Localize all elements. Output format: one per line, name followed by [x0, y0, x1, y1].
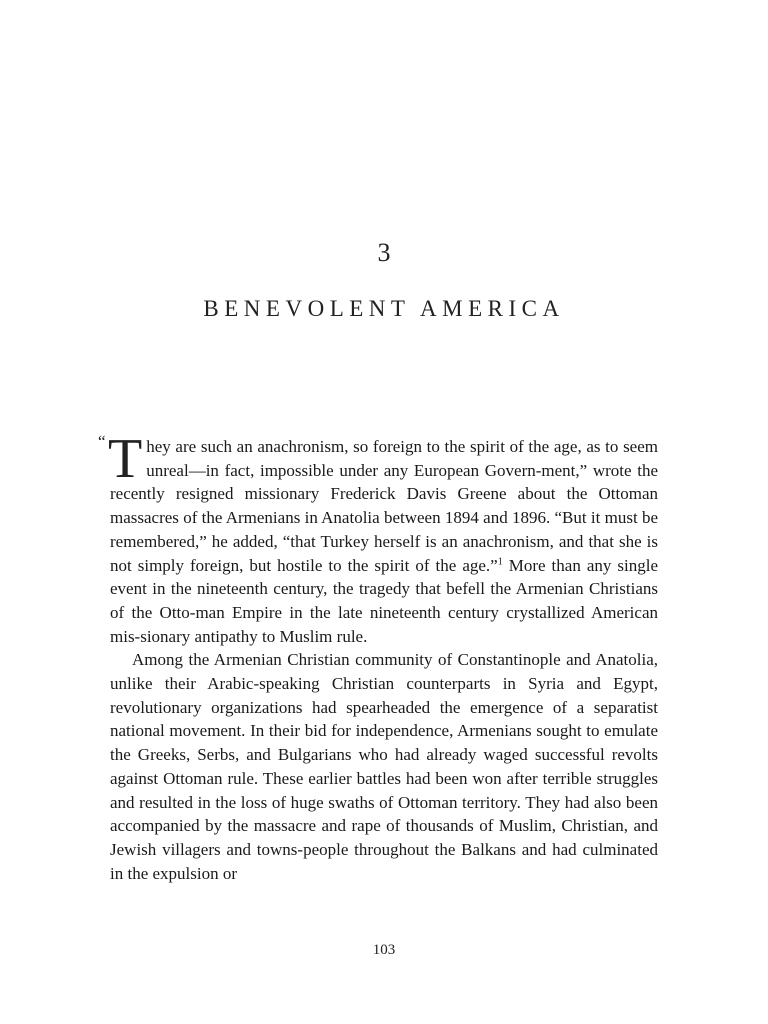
paragraph-1 [98, 428, 658, 648]
paragraph-1-text-b: More than any single event in the nineteenth century, the tragedy that befell the Armenian Christians of the Otto-man Empire in the late nineteenth century crystallized American mis-sionary antipathy to Muslim rule. [110, 555, 658, 646]
drop-cap: T [108, 428, 143, 490]
paragraph-1-text-a: hey are such an anachronism, so foreign to the spirit of the age, as to seem unreal—in fact, impossible under any European Govern-ment,” wrote the recently resigned missionary Frederick Davis Greene about the Ottoman massacres of the Armenians in Anatolia between 1894 and 1896. “But it must be remembered,” he added, “that Turkey herself is an anachronism, and that she is not simply foreign, but hostile to the spirit of the age.” [110, 437, 658, 575]
opening-quote-mark: “ [98, 432, 106, 451]
page-number: 103 [372, 942, 396, 958]
body-text [98, 428, 658, 885]
chapter-number: 3 [377, 238, 391, 267]
chapter-title: BENEVOLENT AMERICA [203, 296, 565, 321]
footnote-reference[interactable]: 1 [497, 555, 503, 567]
paragraph-2: Among the Armenian Christian community of Constantinople and Anatolia, unlike their Arabic-speaking Christian counterparts in Syria and Egypt, revolutionary organizations had spearheaded the emergence of a separatist national movement. In their bid for independence, Armenians sought to emulate the Greeks, Serbs, and Bulgarians who had already waged successful revolts against Ottoman rule. These earlier battles had been won after terrible struggles and resulted in the loss of huge swaths of Ottoman territory. They had also been accompanied by the massacre and rape of thousands of Muslim, Christian, and Jewish villagers and towns-people throughout the Balkans and had culminated in the expulsion or [110, 650, 658, 883]
